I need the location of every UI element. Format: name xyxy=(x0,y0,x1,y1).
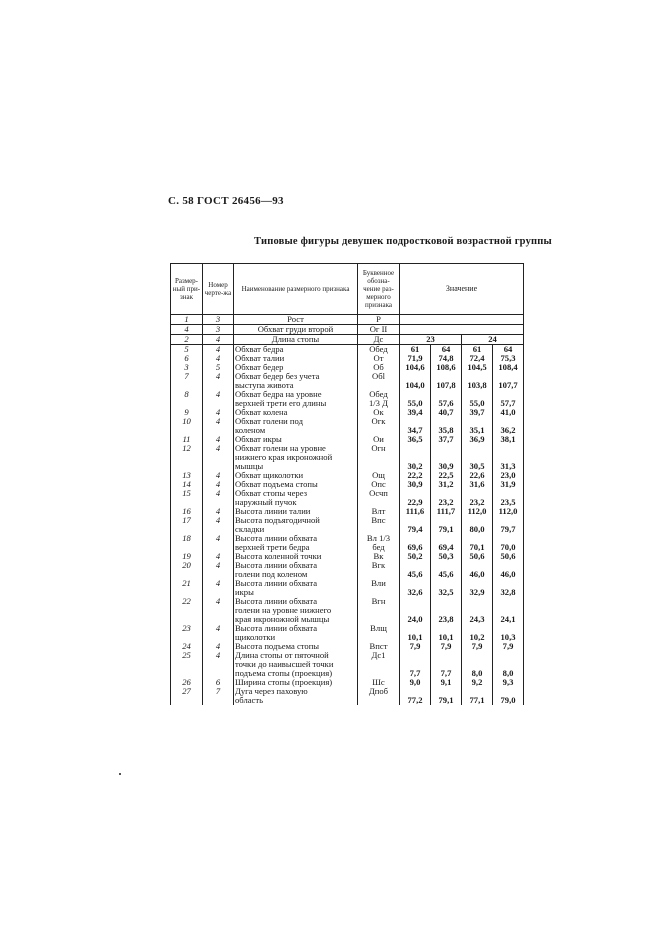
cell-value: 30,2 xyxy=(400,462,431,471)
cell-drawing-no: 4 xyxy=(203,561,234,570)
cell-value: 41,0 xyxy=(493,408,524,417)
cell-value: 23,2 xyxy=(431,498,462,507)
cell-value: 112,0 xyxy=(493,507,524,516)
cell-drawing-no: 4 xyxy=(203,624,234,633)
cell-name: Длина стопы xyxy=(234,335,358,345)
cell-name: Дуга через паховую xyxy=(234,687,358,696)
cell-feature-no: 10 xyxy=(171,417,203,426)
cell-drawing-no: 4 xyxy=(203,354,234,363)
cell-code: Ок xyxy=(358,408,400,417)
cell-name: Высота линии обхвата xyxy=(234,597,358,606)
table-row xyxy=(171,552,524,561)
cell-feature-no: 27 xyxy=(171,687,203,696)
cell-value: 104,5 xyxy=(462,363,493,372)
cell-code: Вл 1/3 xyxy=(358,534,400,543)
table-row xyxy=(171,325,524,335)
cell-value xyxy=(400,444,431,453)
cell-name: Обхват бедра на уровне xyxy=(234,390,358,399)
cell-value: 80,0 xyxy=(462,525,493,534)
cell-value: 10,2 xyxy=(462,633,493,642)
cell-value: 79,1 xyxy=(431,696,462,705)
cell-feature-no: 15 xyxy=(171,489,203,498)
cell-feature-no: 9 xyxy=(171,408,203,417)
cell-name: щиколотки xyxy=(234,633,358,642)
cell-code: Вк xyxy=(358,552,400,561)
cell-name: выступа живота xyxy=(234,381,358,390)
cell-value: 36,2 xyxy=(493,426,524,435)
cell-feature-no: 22 xyxy=(171,597,203,606)
cell-drawing-no: 4 xyxy=(203,480,234,489)
cell-value: 55,0 xyxy=(462,399,493,408)
table-row xyxy=(171,507,524,516)
cell-code: 1/3 Д xyxy=(358,399,400,408)
cell-value xyxy=(431,444,462,453)
cell-code: Опс xyxy=(358,480,400,489)
cell-value xyxy=(493,597,524,606)
cell-value: 23,5 xyxy=(493,498,524,507)
cell-code: Дс xyxy=(358,335,400,345)
header-name: Наименование размерного признака xyxy=(234,264,358,315)
cell-feature-no xyxy=(171,660,203,669)
cell-name: нижнего края икроножной xyxy=(234,453,358,462)
cell-feature-no: 16 xyxy=(171,507,203,516)
cell-value: 8,0 xyxy=(462,669,493,678)
cell-drawing-no xyxy=(203,660,234,669)
cell-code: Шс xyxy=(358,678,400,687)
table-row xyxy=(171,615,524,624)
cell-value: 108,4 xyxy=(493,363,524,372)
cell-feature-no: 2 xyxy=(171,335,203,345)
table-row xyxy=(171,588,524,597)
cell-value: 38,1 xyxy=(493,435,524,444)
measurements-table xyxy=(170,263,524,705)
cell-name: икры xyxy=(234,588,358,597)
cell-feature-no: 13 xyxy=(171,471,203,480)
cell-feature-no: 4 xyxy=(171,325,203,335)
cell-value: 79,4 xyxy=(400,525,431,534)
cell-drawing-no xyxy=(203,453,234,462)
cell-name: края икроножной мышцы xyxy=(234,615,358,624)
cell-value: 45,6 xyxy=(431,570,462,579)
cell-value: 32,5 xyxy=(431,588,462,597)
cell-value: 61 xyxy=(400,345,431,355)
cell-code xyxy=(358,660,400,669)
cell-name: Длина стопы от пяточной xyxy=(234,651,358,660)
cell-code: Дс1 xyxy=(358,651,400,660)
cell-code: Обед xyxy=(358,345,400,355)
cell-drawing-no: 4 xyxy=(203,489,234,498)
cell-name: область xyxy=(234,696,358,705)
cell-value xyxy=(400,651,431,660)
cell-value: 61 xyxy=(462,345,493,355)
cell-name: Обхват бедра xyxy=(234,345,358,355)
cell-drawing-no: 4 xyxy=(203,507,234,516)
table-row xyxy=(171,480,524,489)
cell-value: 70,0 xyxy=(493,543,524,552)
cell-name: Обхват груди второй xyxy=(234,325,358,335)
cell-feature-no: 20 xyxy=(171,561,203,570)
cell-code: Вли xyxy=(358,579,400,588)
scan-speck xyxy=(119,773,121,775)
table-row xyxy=(171,678,524,687)
cell-name: Обхват бедер xyxy=(234,363,358,372)
table-header-row xyxy=(171,264,524,315)
cell-value: 103,8 xyxy=(462,381,493,390)
cell-name: Обхват подъема стопы xyxy=(234,480,358,489)
cell-drawing-no: 6 xyxy=(203,678,234,687)
cell-code: Об xyxy=(358,363,400,372)
cell-value xyxy=(462,651,493,660)
cell-value: 64 xyxy=(493,345,524,355)
cell-value: 23,0 xyxy=(493,471,524,480)
cell-feature-no: 23 xyxy=(171,624,203,633)
cell-feature-no: 17 xyxy=(171,516,203,525)
cell-value: 10,1 xyxy=(431,633,462,642)
cell-drawing-no: 4 xyxy=(203,390,234,399)
cell-code: Огк xyxy=(358,417,400,426)
cell-value xyxy=(493,444,524,453)
cell-name: верхней трети его длины xyxy=(234,399,358,408)
cell-name: Высота линии талии xyxy=(234,507,358,516)
cell-value: 72,4 xyxy=(462,354,493,363)
cell-value: 32,6 xyxy=(400,588,431,597)
cell-name: Обхват голени под xyxy=(234,417,358,426)
cell-name: Обхват стопы через xyxy=(234,489,358,498)
cell-code xyxy=(358,453,400,462)
cell-value: 46,0 xyxy=(462,570,493,579)
cell-drawing-no: 4 xyxy=(203,335,234,345)
cell-value: 7,7 xyxy=(400,669,431,678)
cell-value: 79,1 xyxy=(431,525,462,534)
cell-feature-no: 7 xyxy=(171,372,203,381)
cell-value: 31,2 xyxy=(431,480,462,489)
cell-value: 22,2 xyxy=(400,471,431,480)
cell-value: 104,0 xyxy=(400,381,431,390)
cell-value: 111,6 xyxy=(400,507,431,516)
cell-name: коленом xyxy=(234,426,358,435)
cell-name: голени на уровне нижнего xyxy=(234,606,358,615)
cell-value: 79,0 xyxy=(493,696,524,705)
cell-value: 31,3 xyxy=(493,462,524,471)
cell-code: Вгн xyxy=(358,597,400,606)
cell-name: Рост xyxy=(234,315,358,325)
cell-value: 50,6 xyxy=(462,552,493,561)
cell-empty xyxy=(400,325,524,335)
cell-name: Высота коленной точки xyxy=(234,552,358,561)
cell-value xyxy=(493,651,524,660)
cell-feature-no xyxy=(171,606,203,615)
cell-name: Обхват талии xyxy=(234,354,358,363)
cell-code: Р xyxy=(358,315,400,325)
cell-value: 9,2 xyxy=(462,678,493,687)
cell-value: 30,9 xyxy=(431,462,462,471)
cell-value: 22,5 xyxy=(431,471,462,480)
cell-feature-no: 6 xyxy=(171,354,203,363)
cell-value: 36,5 xyxy=(400,435,431,444)
table-row xyxy=(171,381,524,390)
cell-code: Обl xyxy=(358,372,400,381)
cell-feature-no: 11 xyxy=(171,435,203,444)
cell-code: Впс xyxy=(358,516,400,525)
cell-code: Огн xyxy=(358,444,400,453)
cell-value: 57,6 xyxy=(431,399,462,408)
cell-feature-no: 18 xyxy=(171,534,203,543)
table-row xyxy=(171,570,524,579)
table-row xyxy=(171,408,524,417)
cell-name: складки xyxy=(234,525,358,534)
cell-empty xyxy=(400,315,524,325)
cell-name: подъема стопы (проекция) xyxy=(234,669,358,678)
cell-value: 111,7 xyxy=(431,507,462,516)
cell-feature-no: 8 xyxy=(171,390,203,399)
cell-value xyxy=(462,597,493,606)
cell-value: 45,6 xyxy=(400,570,431,579)
cell-feature-no: 21 xyxy=(171,579,203,588)
cell-feature-no: 24 xyxy=(171,642,203,651)
table-body xyxy=(171,315,524,706)
table-row xyxy=(171,435,524,444)
size-row xyxy=(171,335,524,345)
table-row xyxy=(171,525,524,534)
cell-drawing-no: 4 xyxy=(203,471,234,480)
cell-feature-no: 14 xyxy=(171,480,203,489)
cell-feature-no xyxy=(171,696,203,705)
cell-drawing-no: 4 xyxy=(203,408,234,417)
table-row xyxy=(171,444,524,453)
cell-name: Обхват бедер без учета xyxy=(234,372,358,381)
cell-value: 22,9 xyxy=(400,498,431,507)
cell-code: Вгк xyxy=(358,561,400,570)
cell-value: 31,6 xyxy=(462,480,493,489)
cell-value: 24,0 xyxy=(400,615,431,624)
cell-code: Дпоб xyxy=(358,687,400,696)
cell-drawing-no: 4 xyxy=(203,651,234,660)
cell-drawing-no: 4 xyxy=(203,552,234,561)
header-drawing-no: Номер черте-жа xyxy=(203,264,234,315)
cell-code: Ои xyxy=(358,435,400,444)
cell-value: 7,7 xyxy=(431,669,462,678)
cell-value: 23,2 xyxy=(462,498,493,507)
cell-drawing-no: 4 xyxy=(203,372,234,381)
table-row xyxy=(171,315,524,325)
cell-value: 77,1 xyxy=(462,696,493,705)
table-row xyxy=(171,597,524,606)
table-row xyxy=(171,669,524,678)
cell-name: Обхват колена xyxy=(234,408,358,417)
cell-value: 50,2 xyxy=(400,552,431,561)
cell-code xyxy=(358,696,400,705)
cell-feature-no: 25 xyxy=(171,651,203,660)
cell-value: 71,9 xyxy=(400,354,431,363)
cell-value xyxy=(431,651,462,660)
cell-value: 30,5 xyxy=(462,462,493,471)
table-row xyxy=(171,651,524,660)
cell-value: 57,7 xyxy=(493,399,524,408)
cell-value: 8,0 xyxy=(493,669,524,678)
cell-value: 64 xyxy=(431,345,462,355)
page-header: С. 58 ГОСТ 26456—93 xyxy=(168,195,284,207)
cell-feature-no: 12 xyxy=(171,444,203,453)
cell-value: 22,6 xyxy=(462,471,493,480)
cell-value: 104,6 xyxy=(400,363,431,372)
cell-value: 55,0 xyxy=(400,399,431,408)
cell-value: 9,3 xyxy=(493,678,524,687)
cell-value: 30,9 xyxy=(400,480,431,489)
cell-code: Ог II xyxy=(358,325,400,335)
cell-drawing-no: 4 xyxy=(203,534,234,543)
cell-value: 9,1 xyxy=(431,678,462,687)
cell-name: Ширина стопы (проекция) xyxy=(234,678,358,687)
cell-value: 79,7 xyxy=(493,525,524,534)
cell-value: 35,8 xyxy=(431,426,462,435)
cell-name: Обхват щиколотки xyxy=(234,471,358,480)
cell-name: Обхват голени на уровне xyxy=(234,444,358,453)
cell-value: 75,3 xyxy=(493,354,524,363)
cell-drawing-no: 4 xyxy=(203,435,234,444)
cell-name: верхней трети бедра xyxy=(234,543,358,552)
table-row xyxy=(171,363,524,372)
cell-name: Высота подъягодичной xyxy=(234,516,358,525)
size-label: 24 xyxy=(462,335,524,345)
cell-value: 9,0 xyxy=(400,678,431,687)
cell-value: 32,8 xyxy=(493,588,524,597)
header-feature-no: Размер-ный при-знак xyxy=(171,264,203,315)
cell-value: 107,8 xyxy=(431,381,462,390)
cell-code: Влщ xyxy=(358,624,400,633)
cell-value xyxy=(462,444,493,453)
header-value: Значение xyxy=(400,264,524,315)
cell-drawing-no: 4 xyxy=(203,579,234,588)
table-title: Типовые фигуры девушек подростковой возрастной группы xyxy=(254,236,552,247)
table-row xyxy=(171,660,524,669)
cell-value: 107,7 xyxy=(493,381,524,390)
cell-drawing-no: 3 xyxy=(203,325,234,335)
cell-drawing-no: 4 xyxy=(203,345,234,355)
cell-value: 50,6 xyxy=(493,552,524,561)
cell-drawing-no: 5 xyxy=(203,363,234,372)
cell-value: 39,4 xyxy=(400,408,431,417)
cell-value xyxy=(431,597,462,606)
cell-name: точки до наивысшей точки xyxy=(234,660,358,669)
cell-feature-no: 1 xyxy=(171,315,203,325)
cell-name: Обхват икры xyxy=(234,435,358,444)
header-code: Буквенное обозна-чение раз-мерного признака xyxy=(358,264,400,315)
size-label: 23 xyxy=(400,335,462,345)
cell-name: Высота линии обхвата xyxy=(234,624,358,633)
cell-drawing-no: 4 xyxy=(203,642,234,651)
cell-drawing-no: 4 xyxy=(203,417,234,426)
cell-value: 23,8 xyxy=(431,615,462,624)
cell-name: Высота линии обхвата xyxy=(234,534,358,543)
table-row xyxy=(171,633,524,642)
cell-value: 35,1 xyxy=(462,426,493,435)
cell-value: 39,7 xyxy=(462,408,493,417)
cell-code: Влт xyxy=(358,507,400,516)
cell-code: Ощ xyxy=(358,471,400,480)
cell-name: наружный пучок xyxy=(234,498,358,507)
cell-feature-no: 5 xyxy=(171,345,203,355)
cell-code xyxy=(358,606,400,615)
cell-value: 10,1 xyxy=(400,633,431,642)
cell-value: 69,4 xyxy=(431,543,462,552)
cell-code: Впст xyxy=(358,642,400,651)
table-row xyxy=(171,696,524,705)
cell-drawing-no: 3 xyxy=(203,315,234,325)
cell-code: Осчп xyxy=(358,489,400,498)
cell-code: Обед xyxy=(358,390,400,399)
cell-value: 32,9 xyxy=(462,588,493,597)
cell-value: 46,0 xyxy=(493,570,524,579)
cell-code: бед xyxy=(358,543,400,552)
cell-name: Высота линии обхвата xyxy=(234,561,358,570)
cell-value: 34,7 xyxy=(400,426,431,435)
cell-name: Высота подъема стопы xyxy=(234,642,358,651)
cell-feature-no: 19 xyxy=(171,552,203,561)
cell-value: 7,9 xyxy=(400,642,431,651)
cell-value: 108,6 xyxy=(431,363,462,372)
cell-value: 74,8 xyxy=(431,354,462,363)
cell-value: 36,9 xyxy=(462,435,493,444)
cell-drawing-no: 4 xyxy=(203,444,234,453)
cell-drawing-no xyxy=(203,606,234,615)
cell-value: 24,1 xyxy=(493,615,524,624)
cell-value: 31,9 xyxy=(493,480,524,489)
cell-value: 7,9 xyxy=(462,642,493,651)
cell-name: Высота линии обхвата xyxy=(234,579,358,588)
cell-feature-no: 26 xyxy=(171,678,203,687)
cell-drawing-no: 4 xyxy=(203,597,234,606)
cell-feature-no: 3 xyxy=(171,363,203,372)
table-row xyxy=(171,642,524,651)
cell-drawing-no xyxy=(203,696,234,705)
cell-value: 10,3 xyxy=(493,633,524,642)
cell-value: 7,9 xyxy=(431,642,462,651)
cell-value: 7,9 xyxy=(493,642,524,651)
cell-value: 70,1 xyxy=(462,543,493,552)
cell-value: 37,7 xyxy=(431,435,462,444)
cell-value: 112,0 xyxy=(462,507,493,516)
cell-value xyxy=(400,597,431,606)
cell-value: 69,6 xyxy=(400,543,431,552)
cell-value: 77,2 xyxy=(400,696,431,705)
cell-value: 24,3 xyxy=(462,615,493,624)
cell-value: 40,7 xyxy=(431,408,462,417)
cell-code: От xyxy=(358,354,400,363)
cell-feature-no xyxy=(171,453,203,462)
cell-drawing-no: 7 xyxy=(203,687,234,696)
cell-name: голени под коленом xyxy=(234,570,358,579)
cell-name: мышцы xyxy=(234,462,358,471)
cell-drawing-no: 4 xyxy=(203,516,234,525)
cell-value: 50,3 xyxy=(431,552,462,561)
